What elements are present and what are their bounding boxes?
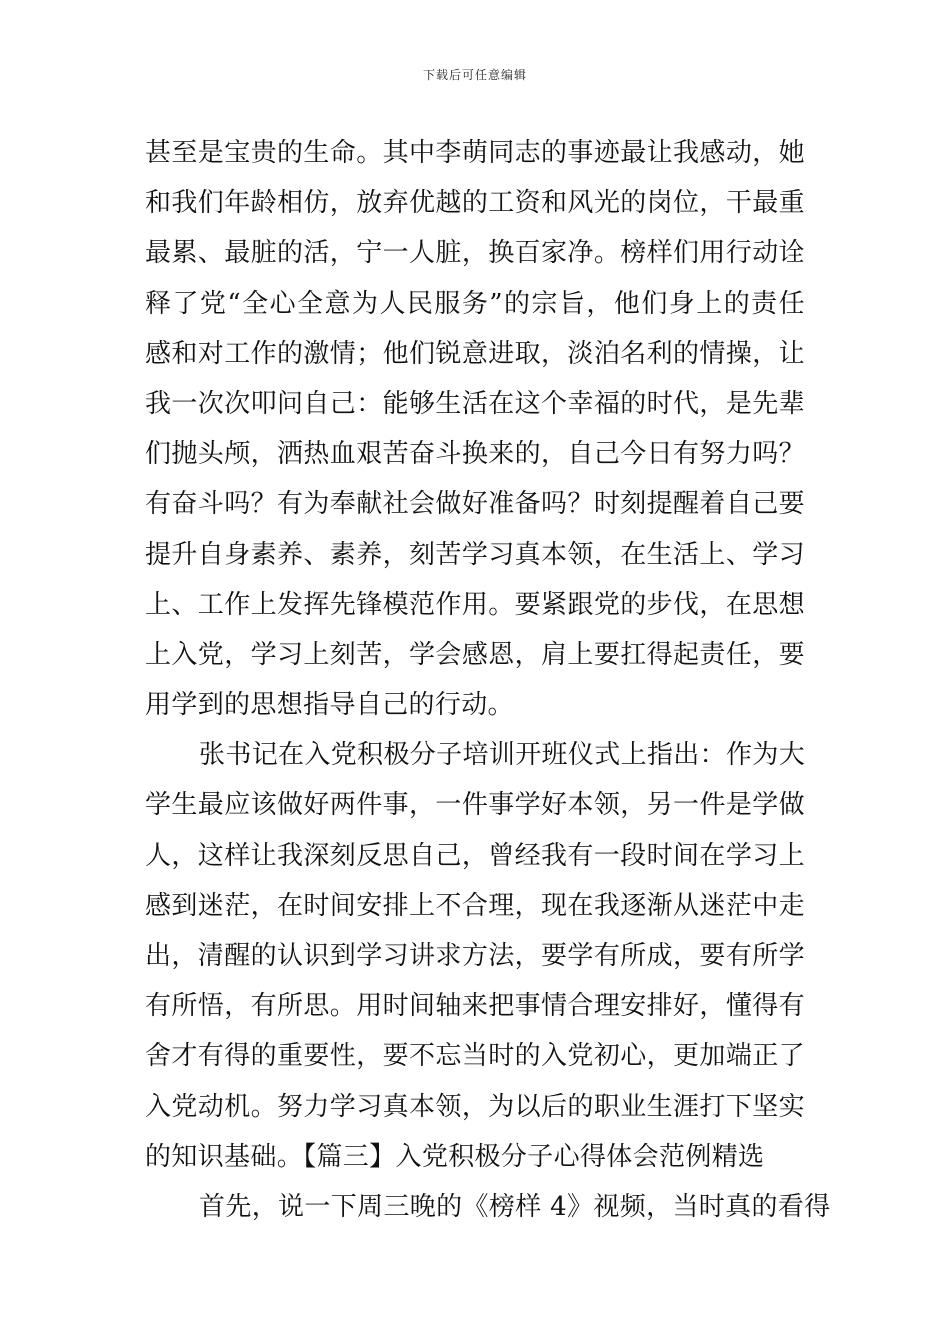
text-line: 们抛头颅，洒热血艰苦奋斗换来的，自己今日有努力吗？: [145, 439, 805, 470]
text-line: 舍才有得的重要性，要不忘当时的入党初心，更加端正了: [145, 1041, 805, 1072]
text-line: 入党动机。努力学习真本领，为以后的职业生涯打下坚实: [145, 1091, 805, 1122]
text-line: 感和对工作的激情；他们锐意进取，淡泊名利的情操，让: [145, 338, 805, 369]
text-line: 提升自身素养、素养，刻苦学习真本领，在生活上、学习: [145, 539, 805, 570]
page-header-note: 下载后可任意编辑: [422, 68, 527, 82]
text-line: 甚至是宝贵的生命。其中李萌同志的事迹最让我感动，她: [145, 138, 805, 168]
text-line: 张书记在入党积极分子培训开班仪式上指出：作为大: [199, 740, 806, 771]
text-line: 有奋斗吗？有为奉献社会做好准备吗？时刻提醒着自己要: [145, 489, 805, 520]
paragraph-2: [145, 730, 805, 1182]
text-line: 学生最应该做好两件事，一件事学好本领，另一件是学做: [145, 790, 805, 821]
document-body: [145, 128, 831, 1232]
text-line: 我一次次叩问自己：能够生活在这个幸福的时代，是先辈: [145, 388, 805, 419]
text-line: 和我们年龄相仿，放弃优越的工资和风光的岗位，干最重: [145, 188, 805, 219]
text-line: 首先，说一下周三晚的《榜样 4》视频，当时真的看得: [199, 1191, 831, 1222]
paragraph-3: [145, 1182, 831, 1232]
text-line: 上、工作上发挥先锋模范作用。要紧跟党的步伐，在思想: [145, 589, 805, 620]
text-line: 上入党，学习上刻苦，学会感恩，肩上要扛得起责任，要: [145, 639, 805, 670]
text-line: 用学到的思想指导自己的行动。: [145, 690, 514, 721]
text-line: 的知识基础。【篇三】入党积极分子心得体会范例精选: [145, 1141, 765, 1172]
paragraph-1: [145, 128, 805, 730]
text-line: 感到迷茫，在时间安排上不合理，现在我逐渐从迷茫中走: [145, 890, 805, 921]
text-line: 释了党“全心全意为人民服务”的宗旨，他们身上的责任: [145, 288, 805, 319]
text-line: 出，清醒的认识到学习讲求方法，要学有所成，要有所学: [145, 941, 805, 971]
text-line: 最累、最脏的活，宁一人脏，换百家净。榜样们用行动诠: [145, 238, 805, 269]
text-line: 有所悟，有所思。用时间轴来把事情合理安排好，懂得有: [145, 991, 805, 1022]
text-line: 人，这样让我深刻反思自己，曾经我有一段时间在学习上: [145, 840, 805, 871]
